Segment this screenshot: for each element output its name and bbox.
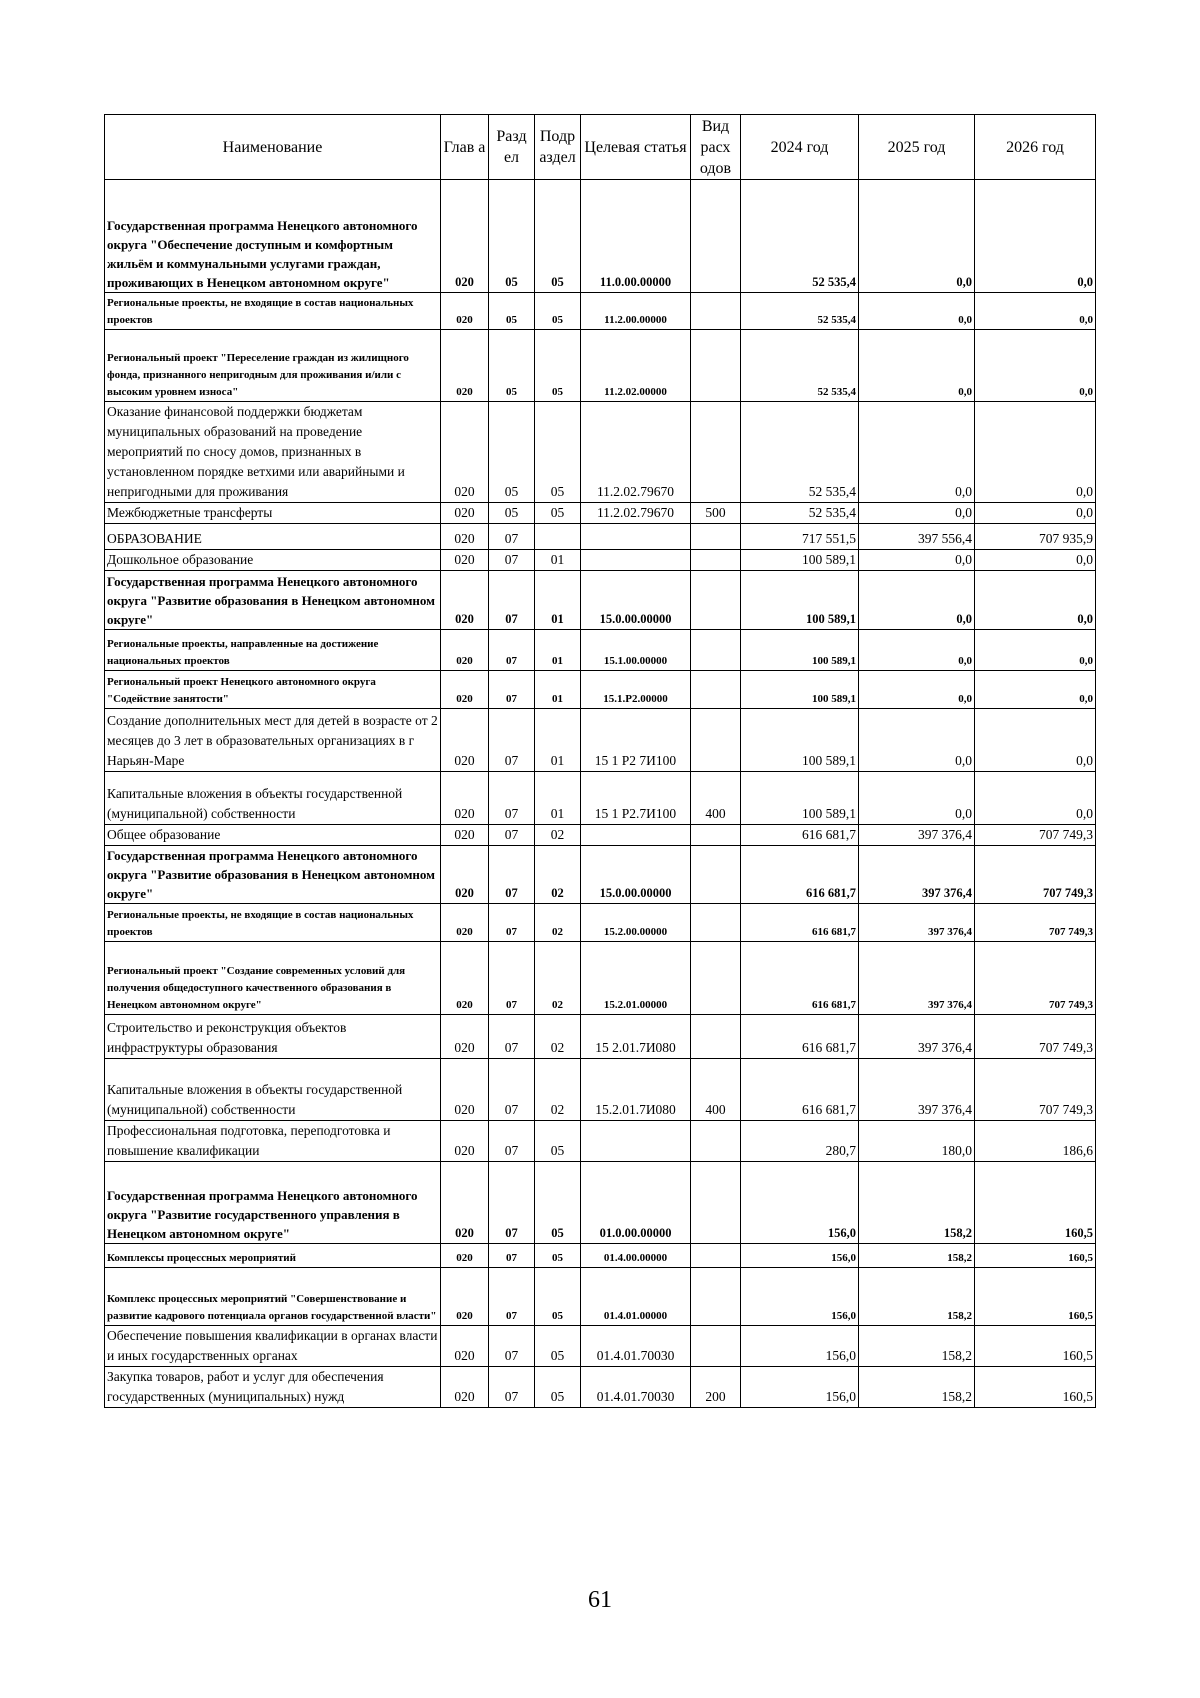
- cell-y2024: 100 589,1: [741, 550, 859, 571]
- cell-target: 01.0.00.00000: [581, 1162, 691, 1244]
- cell-kind: [691, 1268, 741, 1326]
- cell-target: 11.2.02.79670: [581, 402, 691, 503]
- cell-y2025: 158,2: [859, 1162, 975, 1244]
- cell-kind: 200: [691, 1367, 741, 1408]
- cell-y2025: 0,0: [859, 330, 975, 402]
- cell-target: 15.2.01.7И080: [581, 1059, 691, 1121]
- cell-target: 15 2.01.7И080: [581, 1015, 691, 1059]
- cell-y2026: 707 749,3: [975, 904, 1096, 942]
- cell-name: Обеспечение повышения квалификации в органах власти и иных государственных органах: [105, 1326, 441, 1367]
- cell-target: 01.4.01.00000: [581, 1268, 691, 1326]
- cell-glava: 020: [441, 1059, 489, 1121]
- cell-razdel: 07: [489, 550, 535, 571]
- cell-target: [581, 524, 691, 550]
- cell-y2026: 160,5: [975, 1162, 1096, 1244]
- cell-name: Межбюджетные трансферты: [105, 503, 441, 524]
- cell-y2026: 707 935,9: [975, 524, 1096, 550]
- cell-y2025: 397 556,4: [859, 524, 975, 550]
- table-row: [105, 1121, 1096, 1162]
- cell-kind: [691, 709, 741, 772]
- cell-glava: 020: [441, 402, 489, 503]
- cell-y2026: 707 749,3: [975, 1059, 1096, 1121]
- cell-y2024: 156,0: [741, 1367, 859, 1408]
- cell-razdel: 07: [489, 1244, 535, 1268]
- cell-podrazdel: 01: [535, 671, 581, 709]
- cell-razdel: 07: [489, 709, 535, 772]
- cell-y2024: 52 535,4: [741, 180, 859, 293]
- table-row: [105, 630, 1096, 671]
- cell-y2025: 158,2: [859, 1367, 975, 1408]
- cell-glava: 020: [441, 1268, 489, 1326]
- cell-kind: [691, 671, 741, 709]
- table-row: [105, 942, 1096, 1015]
- cell-name: Закупка товаров, работ и услуг для обеспечения государственных (муниципальных) нужд: [105, 1367, 441, 1408]
- cell-y2025: 158,2: [859, 1244, 975, 1268]
- cell-name: Государственная программа Ненецкого автономного округа "Развитие образования в Ненецком автономном округе": [105, 571, 441, 630]
- cell-glava: 020: [441, 550, 489, 571]
- table-row: [105, 1059, 1096, 1121]
- cell-name: Дошкольное образование: [105, 550, 441, 571]
- cell-y2026: 0,0: [975, 772, 1096, 825]
- cell-target: 15.2.01.00000: [581, 942, 691, 1015]
- cell-razdel: 05: [489, 293, 535, 330]
- cell-podrazdel: 02: [535, 904, 581, 942]
- cell-name: Региональные проекты, не входящие в состав национальных проектов: [105, 293, 441, 330]
- cell-podrazdel: 02: [535, 825, 581, 846]
- table-row: [105, 772, 1096, 825]
- cell-razdel: 07: [489, 1121, 535, 1162]
- cell-glava: 020: [441, 571, 489, 630]
- cell-glava: 020: [441, 1015, 489, 1059]
- table-row: [105, 709, 1096, 772]
- cell-y2025: 397 376,4: [859, 904, 975, 942]
- cell-y2025: 397 376,4: [859, 1059, 975, 1121]
- table-row: [105, 524, 1096, 550]
- cell-kind: [691, 524, 741, 550]
- cell-y2026: 160,5: [975, 1244, 1096, 1268]
- cell-y2026: 0,0: [975, 180, 1096, 293]
- cell-y2024: 100 589,1: [741, 571, 859, 630]
- cell-y2026: 160,5: [975, 1268, 1096, 1326]
- budget-table: [104, 114, 1096, 1408]
- cell-y2024: 616 681,7: [741, 846, 859, 904]
- cell-glava: 020: [441, 630, 489, 671]
- cell-y2025: 180,0: [859, 1121, 975, 1162]
- cell-y2025: 0,0: [859, 402, 975, 503]
- cell-y2026: 160,5: [975, 1326, 1096, 1367]
- cell-razdel: 05: [489, 330, 535, 402]
- cell-y2026: 160,5: [975, 1367, 1096, 1408]
- cell-kind: [691, 571, 741, 630]
- cell-target: 15.0.00.00000: [581, 846, 691, 904]
- cell-y2026: 0,0: [975, 330, 1096, 402]
- cell-kind: [691, 1326, 741, 1367]
- cell-y2024: 52 535,4: [741, 293, 859, 330]
- cell-y2026: 0,0: [975, 402, 1096, 503]
- cell-name: Оказание финансовой поддержки бюджетам муниципальных образований на проведение мероприятий по сносу домов, признанных в установленном порядке ветхими или аварийными и непригодными для проживания: [105, 402, 441, 503]
- table-row: [105, 1015, 1096, 1059]
- cell-podrazdel: 05: [535, 402, 581, 503]
- table-row: [105, 1162, 1096, 1244]
- cell-y2024: 100 589,1: [741, 630, 859, 671]
- cell-y2024: 52 535,4: [741, 330, 859, 402]
- cell-glava: 020: [441, 180, 489, 293]
- cell-name: Строительство и реконструкция объектов инфраструктуры образования: [105, 1015, 441, 1059]
- table-row: [105, 904, 1096, 942]
- cell-podrazdel: 05: [535, 1367, 581, 1408]
- cell-y2026: 0,0: [975, 571, 1096, 630]
- cell-name: Профессиональная подготовка, переподготовка и повышение квалификации: [105, 1121, 441, 1162]
- cell-y2024: 156,0: [741, 1244, 859, 1268]
- cell-y2024: 156,0: [741, 1326, 859, 1367]
- cell-y2026: 186,6: [975, 1121, 1096, 1162]
- cell-y2025: 158,2: [859, 1268, 975, 1326]
- cell-kind: [691, 1015, 741, 1059]
- cell-glava: 020: [441, 1244, 489, 1268]
- cell-y2025: 397 376,4: [859, 942, 975, 1015]
- table-row: [105, 180, 1096, 293]
- cell-y2024: 717 551,5: [741, 524, 859, 550]
- cell-target: [581, 825, 691, 846]
- cell-podrazdel: 01: [535, 709, 581, 772]
- cell-glava: 020: [441, 1121, 489, 1162]
- cell-target: 15.1.P2.00000: [581, 671, 691, 709]
- table-body: [105, 180, 1096, 1408]
- page-number: 61: [588, 1587, 612, 1613]
- cell-podrazdel: 02: [535, 1015, 581, 1059]
- cell-y2025: 0,0: [859, 180, 975, 293]
- cell-y2025: 0,0: [859, 503, 975, 524]
- cell-kind: [691, 904, 741, 942]
- cell-target: 11.2.00.00000: [581, 293, 691, 330]
- cell-y2025: 397 376,4: [859, 825, 975, 846]
- cell-podrazdel: 05: [535, 1121, 581, 1162]
- cell-target: 15.2.00.00000: [581, 904, 691, 942]
- header-kind: Вид расх одов: [691, 115, 741, 180]
- cell-kind: [691, 1121, 741, 1162]
- cell-kind: [691, 550, 741, 571]
- cell-y2024: 616 681,7: [741, 1059, 859, 1121]
- cell-y2024: 616 681,7: [741, 1015, 859, 1059]
- header-2025: 2025 год: [859, 115, 975, 180]
- cell-y2025: 158,2: [859, 1326, 975, 1367]
- cell-razdel: 07: [489, 571, 535, 630]
- cell-podrazdel: 05: [535, 1268, 581, 1326]
- cell-y2025: 0,0: [859, 709, 975, 772]
- header-razdel: Разд ел: [489, 115, 535, 180]
- cell-razdel: 07: [489, 1015, 535, 1059]
- cell-y2026: 0,0: [975, 293, 1096, 330]
- cell-name: Региональный проект "Создание современных условий для получения общедоступного качественного образования в Ненецком автономном округе": [105, 942, 441, 1015]
- cell-podrazdel: [535, 524, 581, 550]
- table-row: [105, 1367, 1096, 1408]
- cell-razdel: 07: [489, 1367, 535, 1408]
- table-row: [105, 330, 1096, 402]
- cell-glava: 020: [441, 1162, 489, 1244]
- cell-y2024: 52 535,4: [741, 402, 859, 503]
- header-name: Наименование: [105, 115, 441, 180]
- cell-y2025: 0,0: [859, 772, 975, 825]
- cell-target: 01.4.00.00000: [581, 1244, 691, 1268]
- cell-podrazdel: 01: [535, 772, 581, 825]
- cell-podrazdel: 02: [535, 846, 581, 904]
- cell-razdel: 07: [489, 671, 535, 709]
- cell-razdel: 07: [489, 1162, 535, 1244]
- cell-kind: 400: [691, 1059, 741, 1121]
- cell-podrazdel: 02: [535, 1059, 581, 1121]
- header-podrazdel: Подр аздел: [535, 115, 581, 180]
- cell-podrazdel: 05: [535, 1326, 581, 1367]
- cell-podrazdel: 05: [535, 330, 581, 402]
- cell-razdel: 07: [489, 630, 535, 671]
- cell-y2024: 100 589,1: [741, 772, 859, 825]
- cell-y2026: 0,0: [975, 709, 1096, 772]
- cell-target: 11.0.00.00000: [581, 180, 691, 293]
- cell-razdel: 05: [489, 180, 535, 293]
- cell-podrazdel: 05: [535, 1244, 581, 1268]
- cell-y2024: 280,7: [741, 1121, 859, 1162]
- cell-y2026: 0,0: [975, 503, 1096, 524]
- cell-podrazdel: 05: [535, 503, 581, 524]
- cell-razdel: 07: [489, 904, 535, 942]
- cell-y2026: 707 749,3: [975, 942, 1096, 1015]
- cell-y2024: 616 681,7: [741, 942, 859, 1015]
- cell-name: Государственная программа Ненецкого автономного округа "Развитие государственного управления в Ненецком автономном округе": [105, 1162, 441, 1244]
- cell-razdel: 07: [489, 846, 535, 904]
- header-2026: 2026 год: [975, 115, 1096, 180]
- cell-name: ОБРАЗОВАНИЕ: [105, 524, 441, 550]
- cell-razdel: 07: [489, 772, 535, 825]
- cell-name: Комплексы процессных мероприятий: [105, 1244, 441, 1268]
- cell-y2026: 707 749,3: [975, 825, 1096, 846]
- cell-target: 01.4.01.70030: [581, 1326, 691, 1367]
- cell-y2025: 0,0: [859, 571, 975, 630]
- cell-kind: [691, 1162, 741, 1244]
- cell-podrazdel: 01: [535, 571, 581, 630]
- cell-y2024: 100 589,1: [741, 671, 859, 709]
- cell-podrazdel: 01: [535, 550, 581, 571]
- cell-name: Региональный проект Ненецкого автономного округа "Содействие занятости": [105, 671, 441, 709]
- cell-target: 01.4.01.70030: [581, 1367, 691, 1408]
- cell-glava: 020: [441, 942, 489, 1015]
- cell-glava: 020: [441, 709, 489, 772]
- cell-y2025: 0,0: [859, 550, 975, 571]
- table-row: [105, 846, 1096, 904]
- cell-y2025: 0,0: [859, 630, 975, 671]
- table-row: [105, 550, 1096, 571]
- cell-name: Региональные проекты, не входящие в состав национальных проектов: [105, 904, 441, 942]
- table-row: [105, 825, 1096, 846]
- cell-glava: 020: [441, 846, 489, 904]
- cell-podrazdel: 05: [535, 1162, 581, 1244]
- cell-y2026: 0,0: [975, 550, 1096, 571]
- cell-y2025: 397 376,4: [859, 846, 975, 904]
- cell-glava: 020: [441, 293, 489, 330]
- table-row: [105, 571, 1096, 630]
- table-row: [105, 402, 1096, 503]
- cell-target: 11.2.02.00000: [581, 330, 691, 402]
- cell-razdel: 07: [489, 524, 535, 550]
- cell-y2025: 397 376,4: [859, 1015, 975, 1059]
- cell-target: [581, 1121, 691, 1162]
- cell-podrazdel: 02: [535, 942, 581, 1015]
- cell-podrazdel: 05: [535, 293, 581, 330]
- cell-razdel: 07: [489, 1268, 535, 1326]
- table-header-row: [105, 115, 1096, 180]
- cell-razdel: 07: [489, 942, 535, 1015]
- cell-kind: [691, 330, 741, 402]
- cell-glava: 020: [441, 772, 489, 825]
- cell-name: Капитальные вложения в объекты государственной (муниципальной) собственности: [105, 772, 441, 825]
- cell-target: 11.2.02.79670: [581, 503, 691, 524]
- cell-name: Капитальные вложения в объекты государственной (муниципальной) собственности: [105, 1059, 441, 1121]
- cell-kind: [691, 942, 741, 1015]
- cell-y2026: 0,0: [975, 630, 1096, 671]
- table-row: [105, 503, 1096, 524]
- cell-target: 15 1 P2.7И100: [581, 772, 691, 825]
- cell-y2024: 156,0: [741, 1162, 859, 1244]
- cell-kind: 500: [691, 503, 741, 524]
- table-row: [105, 1326, 1096, 1367]
- cell-y2025: 0,0: [859, 293, 975, 330]
- cell-glava: 020: [441, 524, 489, 550]
- cell-razdel: 05: [489, 503, 535, 524]
- cell-razdel: 07: [489, 1059, 535, 1121]
- table-row: [105, 1244, 1096, 1268]
- cell-glava: 020: [441, 1326, 489, 1367]
- cell-podrazdel: 05: [535, 180, 581, 293]
- cell-y2026: 707 749,3: [975, 1015, 1096, 1059]
- cell-target: 15 1 P2 7И100: [581, 709, 691, 772]
- cell-kind: [691, 180, 741, 293]
- cell-target: 15.1.00.00000: [581, 630, 691, 671]
- cell-y2024: 616 681,7: [741, 825, 859, 846]
- cell-y2026: 0,0: [975, 671, 1096, 709]
- cell-razdel: 07: [489, 825, 535, 846]
- cell-glava: 020: [441, 904, 489, 942]
- cell-name: Комплекс процессных мероприятий "Совершенствование и развитие кадрового потенциала органов государственной власти": [105, 1268, 441, 1326]
- cell-glava: 020: [441, 1367, 489, 1408]
- cell-name: Государственная программа Ненецкого автономного округа "Развитие образования в Ненецком автономном округе": [105, 846, 441, 904]
- cell-glava: 020: [441, 330, 489, 402]
- cell-y2024: 100 589,1: [741, 709, 859, 772]
- cell-glava: 020: [441, 503, 489, 524]
- header-target: Целевая статья: [581, 115, 691, 180]
- cell-glava: 020: [441, 671, 489, 709]
- cell-podrazdel: 01: [535, 630, 581, 671]
- cell-razdel: 07: [489, 1326, 535, 1367]
- cell-glava: 020: [441, 825, 489, 846]
- cell-kind: [691, 402, 741, 503]
- header-2024: 2024 год: [741, 115, 859, 180]
- cell-razdel: 05: [489, 402, 535, 503]
- cell-kind: 400: [691, 772, 741, 825]
- cell-kind: [691, 1244, 741, 1268]
- cell-name: Государственная программа Ненецкого автономного округа "Обеспечение доступным и комфортным жильём и коммунальными услугами граждан, проживающих в Ненецком автономном округе": [105, 180, 441, 293]
- cell-kind: [691, 825, 741, 846]
- table-row: [105, 1268, 1096, 1326]
- cell-name: Региональные проекты, направленные на достижение национальных проектов: [105, 630, 441, 671]
- cell-y2024: 156,0: [741, 1268, 859, 1326]
- cell-y2024: 616 681,7: [741, 904, 859, 942]
- table-row: [105, 671, 1096, 709]
- cell-kind: [691, 846, 741, 904]
- cell-target: 15.0.00.00000: [581, 571, 691, 630]
- cell-kind: [691, 293, 741, 330]
- cell-kind: [691, 630, 741, 671]
- cell-target: [581, 550, 691, 571]
- cell-y2024: 52 535,4: [741, 503, 859, 524]
- cell-y2025: 0,0: [859, 671, 975, 709]
- table-row: [105, 293, 1096, 330]
- cell-y2026: 707 749,3: [975, 846, 1096, 904]
- cell-name: Создание дополнительных мест для детей в возрасте от 2 месяцев до 3 лет в образовательных организациях в г Нарьян-Маре: [105, 709, 441, 772]
- header-glava: Глав а: [441, 115, 489, 180]
- cell-name: Региональный проект "Переселение граждан из жилищного фонда, признанного непригодным для проживания и/или с высоким уровнем износа": [105, 330, 441, 402]
- cell-name: Общее образование: [105, 825, 441, 846]
